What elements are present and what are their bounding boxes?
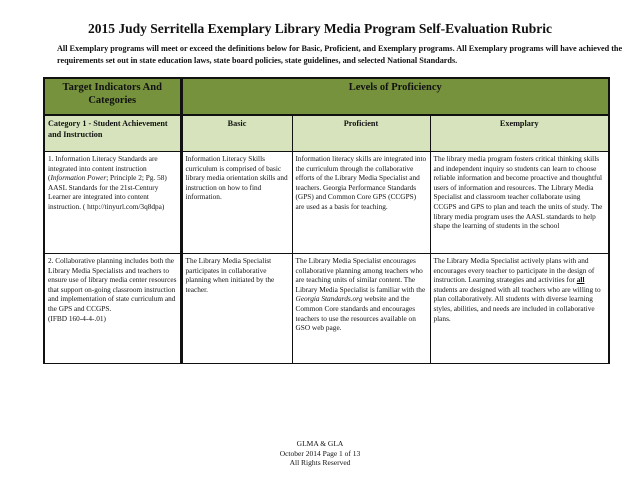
- table-row: [44, 254, 609, 364]
- indicator-cell: [44, 254, 181, 364]
- indicator-cell: [44, 152, 181, 254]
- levels-header: Levels of Proficiency: [181, 78, 609, 115]
- text: 2. Collaborative planning includes both the Library Media Specialists and teachers to ensure use of library media center resources that support on-going classroom instruction and implementation of state curriculum and the GPS and CCGPS.: [48, 256, 177, 313]
- underlined-text: all: [576, 275, 585, 285]
- text: (IFBD 160-4-4-.01): [48, 313, 106, 323]
- text: AASL Standards for the 21st-Century Learner are integrated into content instruction. ( http://tinyurl.com/3q8dpa): [48, 182, 165, 211]
- footer: [0, 439, 640, 468]
- table-row: [44, 152, 609, 254]
- text: students are designed with all teachers who are willing to plan collaboratively. All students with diverse learning styles, abilities, and needs are included in collaborative plans.: [433, 284, 601, 323]
- footer-rights: All Rights Reserved: [289, 458, 351, 467]
- intro-text: All Exemplary programs will meet or exceed the definitions below for Basic, Proficient, and Exemplary programs. All Exemplary programs will have achieved the requirements set out in state education laws, state board policies, state guidelines, and selected National Standards.: [57, 44, 623, 65]
- exemplary-header: Exemplary: [430, 115, 609, 152]
- proficient-cell: [292, 254, 430, 364]
- text: The library media program fosters critical thinking skills and independent inquiry so students can learn to choose reliable information and become proactive and thoughtful users of information and resources. The Library Media Specialist and classroom teacher collaborate using CCGPS and GPS to plan and teach the units of study. The library media program uses the AASL standards to help shape the learning of students in the school: [433, 154, 603, 231]
- italic-text: Georgia Standards.org: [295, 294, 363, 304]
- text: The Library Media Specialist actively plans with and encourages every teacher to participate in the design of instruction. Learning strategies and activities for: [433, 256, 595, 285]
- text: website and the Common Core standards and encourages teachers to use the resources available on GSO web page.: [295, 294, 416, 333]
- proficient-cell: [292, 152, 430, 254]
- text: Information literacy skills are integrated into the curriculum through the collaborative efforts of the Library Media Specialist and teachers. Georgia Performance Standards (GPS) and Common Core GPS (CCGPS) are used as a basis for teaching.: [295, 154, 427, 211]
- footer-page: October 2014 Page 1 of 13: [279, 448, 361, 458]
- exemplary-cell: [430, 152, 609, 254]
- rubric-table: [43, 77, 610, 364]
- italic-text: Information Power: [50, 173, 107, 183]
- footer-org: GLMA & GLA: [296, 439, 344, 448]
- proficient-header: Proficient: [292, 115, 430, 152]
- target-indicators-header: Target Indicators And Categories: [44, 78, 181, 115]
- basic-cell: Information Literacy Skills curriculum is comprised of basic library media orientation skills and instruction on how to find information.: [181, 152, 292, 254]
- basic-cell: The Library Media Specialist participates in collaborative planning when initiated by the teacher.: [181, 254, 292, 364]
- text: The Library Media Specialist encourages collaborative planning among teachers who are teaching units of similar content. The Library Media Specialist is familiar with the: [295, 256, 426, 294]
- category-header: Category 1 - Student Achievement and Instruction: [44, 115, 181, 152]
- text: ; Principle 2; Pg. 58): [106, 173, 167, 183]
- basic-header: Basic: [181, 115, 292, 152]
- page-title: 2015 Judy Serritella Exemplary Library Media Program Self-Evaluation Rubric: [88, 21, 552, 36]
- text: 1. Information Literacy Standards are integrated into content instruction (: [48, 154, 158, 183]
- exemplary-cell: [430, 254, 609, 364]
